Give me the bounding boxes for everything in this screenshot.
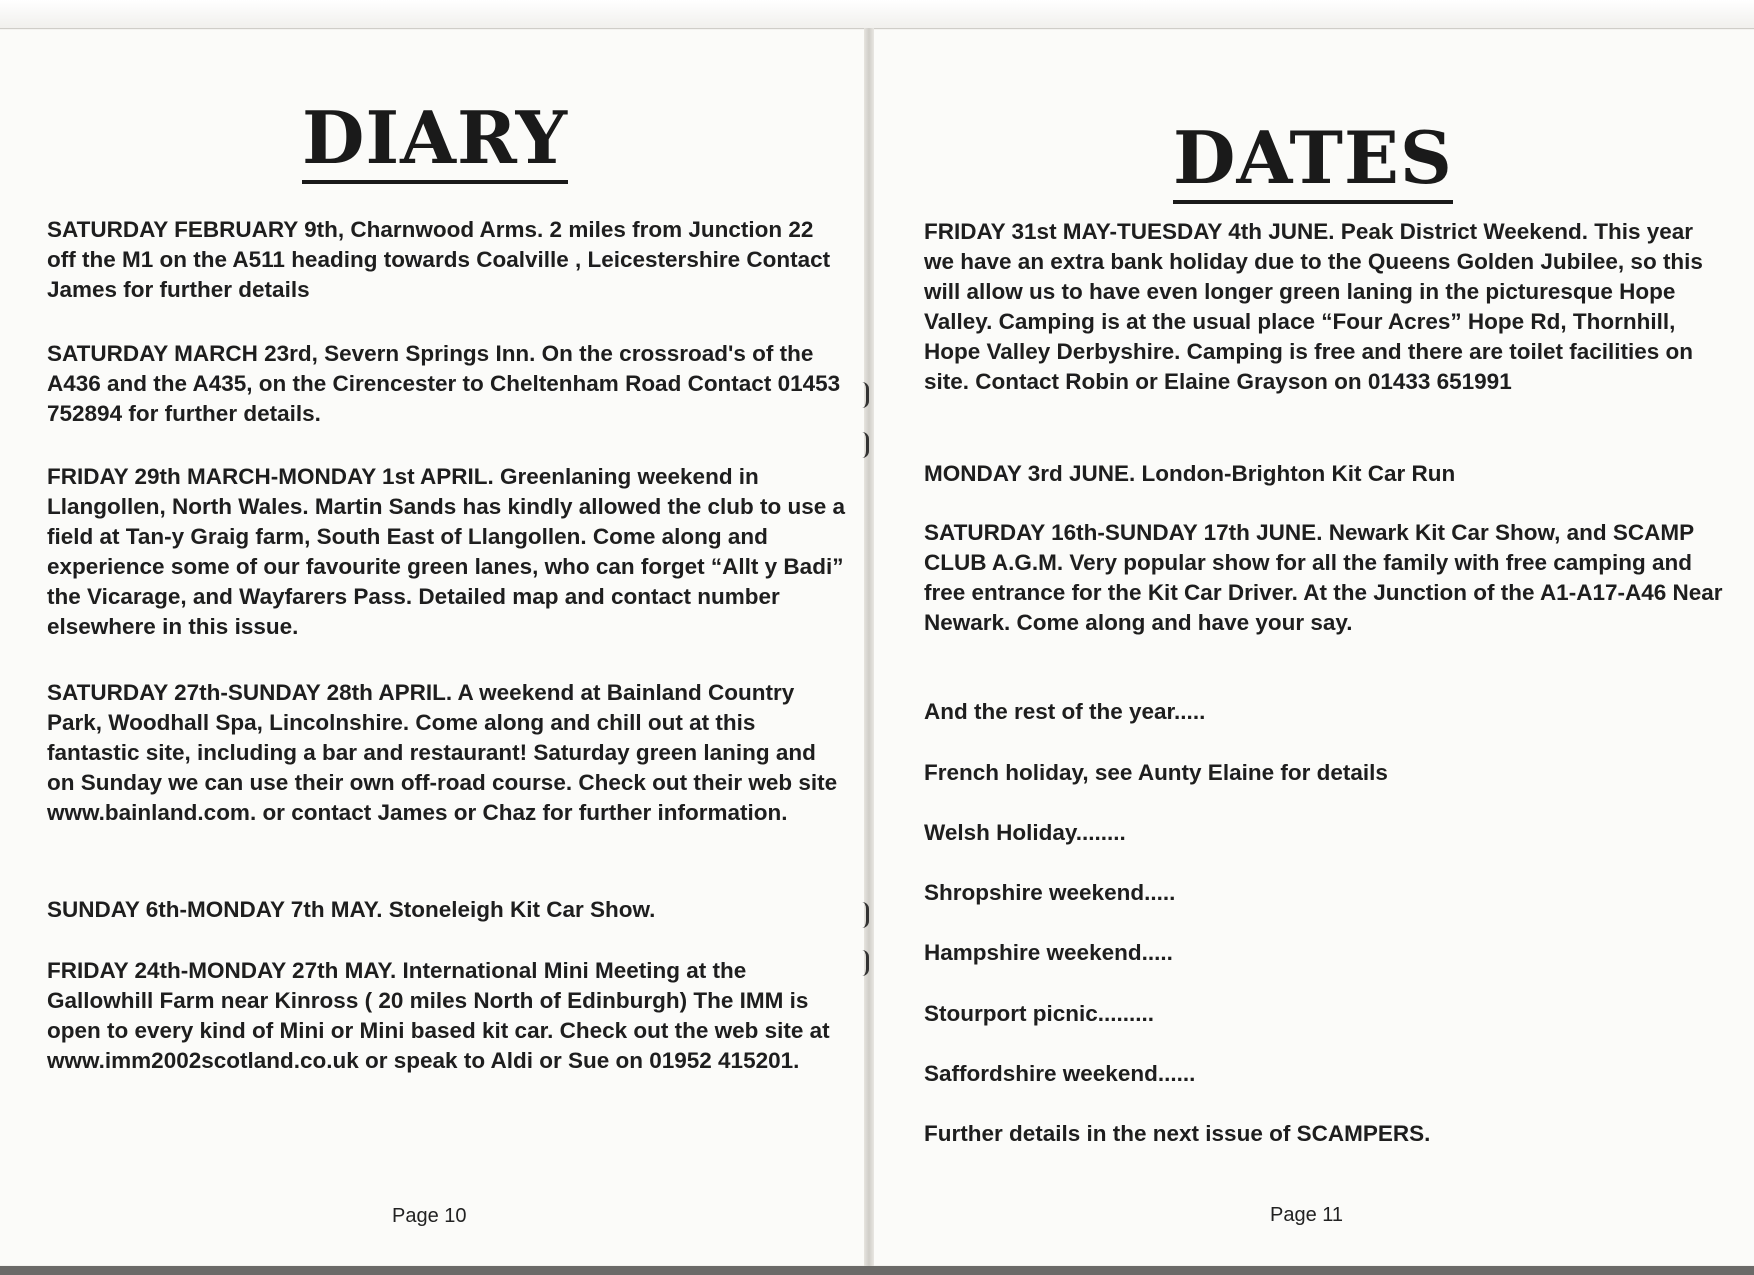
dates-entry-stourport: Stourport picnic......... — [924, 1001, 1155, 1026]
page-top-edge — [0, 0, 1754, 29]
dates-heading-text: DATES — [1173, 115, 1453, 200]
diary-entry-severn-springs: SATURDAY MARCH 23rd, Severn Springs Inn. On the crossroad's of the A436 and the A435, on the Cirencester to Cheltenham Road Contact 01453 752894 for further details. — [47, 341, 841, 426]
booklet-spine — [864, 28, 874, 1275]
dates-entry-further-details: Further details in the next issue of SCAMPERS. — [924, 1121, 1431, 1146]
page-number-left: Page 10 — [392, 1205, 467, 1227]
staple-bottom-lower — [862, 950, 869, 976]
diary-entry-llangollen: FRIDAY 29th MARCH-MONDAY 1st APRIL. Greenlaning weekend in Llangollen, North Wales. Martin Sands has kindly allowed the club to use a field at Tan-y Graig farm, South East of Llangollen. Come along and experience some of our favourite green lanes, who can forget “Allt y Badi” the Vicarage, and Wayfarers Pass. Detailed map and contact number elsewhere in this issue. — [47, 464, 846, 639]
dates-entry-saffordshire: Saffordshire weekend...... — [924, 1061, 1196, 1086]
page-bottom-edge — [0, 1266, 1754, 1275]
diary-entry-charnwood: SATURDAY FEBRUARY 9th, Charnwood Arms. 2 miles from Junction 22 off the M1 on the A511 heading towards Coalville , Leicestershire Contact James for further details — [47, 217, 831, 302]
diary-entry-bainland: SATURDAY 27th-SUNDAY 28th APRIL. A weekend at Bainland Country Park, Woodhall Spa, Lincolnshire. Come along and chill out at this fantastic site, including a bar and restaurant! Saturday green laning and on Sunday we can use their own off-road course. Check out their web site www.bainland.com. or contact James or Chaz for further information. — [47, 680, 838, 825]
diary-heading-text: DIARY — [302, 95, 568, 180]
diary-entry-imm: FRIDAY 24th-MONDAY 27th MAY. International Mini Meeting at the Gallowhill Farm near Kinross ( 20 miles North of Edinburgh) The IMM is open to every kind of Mini or Mini based kit car. Check out the web site at www.imm2002scotland.co.uk or speak to Aldi or Sue on 01952 415201. — [47, 958, 830, 1073]
diary-heading-underline — [302, 180, 568, 184]
dates-entry-welsh-holiday: Welsh Holiday........ — [924, 820, 1126, 845]
staple-top-lower — [862, 432, 869, 458]
diary-heading — [302, 95, 568, 180]
dates-entry-french-holiday: French holiday, see Aunty Elaine for details — [924, 760, 1388, 785]
dates-entry-peak-district: FRIDAY 31st MAY-TUESDAY 4th JUNE. Peak District Weekend. This year we have an extra bank holiday due to the Queens Golden Jubilee, so this will allow us to have even longer green laning in the picturesque Hope Valley. Camping is at the usual place “Four Acres” Hope Rd, Thornhill, Hope Valley Derbyshire. Camping is free and there are toilet facilities on site. Contact Robin or Elaine Grayson on 01433 651991 — [924, 219, 1703, 394]
staple-bottom-upper — [862, 902, 869, 928]
dates-entry-london-brighton: MONDAY 3rd JUNE. London-Brighton Kit Car Run — [924, 461, 1456, 486]
page-number-right: Page 11 — [1270, 1204, 1344, 1226]
dates-entry-rest-of-year: And the rest of the year..... — [924, 699, 1206, 724]
dates-entry-shropshire: Shropshire weekend..... — [924, 880, 1176, 905]
dates-heading — [1173, 115, 1453, 200]
dates-entry-hampshire: Hampshire weekend..... — [924, 940, 1173, 965]
dates-entry-newark: SATURDAY 16th-SUNDAY 17th JUNE. Newark Kit Car Show, and SCAMP CLUB A.G.M. Very popular show for all the family with free camping and free entrance for the Kit Car Driver. At the Junction of the A1-A17-A46 Near Newark. Come along and have your say. — [924, 520, 1723, 635]
staple-top-upper — [862, 382, 869, 408]
dates-heading-underline — [1173, 200, 1453, 204]
diary-entry-stoneleigh: SUNDAY 6th-MONDAY 7th MAY. Stoneleigh Kit Car Show. — [47, 897, 656, 922]
